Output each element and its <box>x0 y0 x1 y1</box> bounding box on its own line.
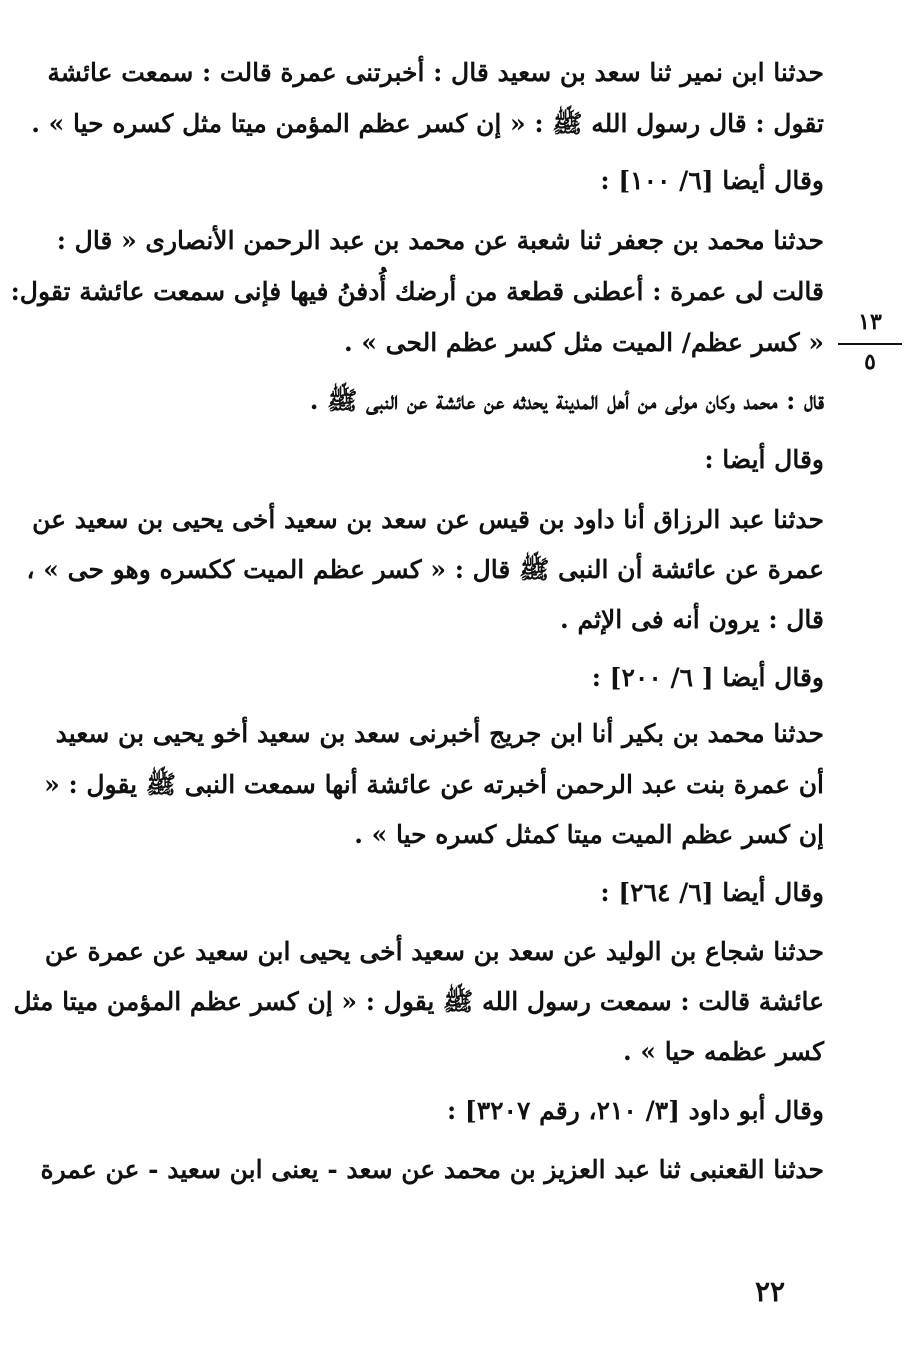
text-line-15: إن كسر عظم الميت ميتا كمثل كسره حيا » . <box>354 820 824 849</box>
text-line-20: وقال أبو داود [٣/ ٢١٠، رقم ٣٢٠٧] : <box>446 1096 824 1125</box>
text-line-8: وقال أيضا : <box>704 445 824 474</box>
text-line-7: قال : محمد وكان مولى من أهل المدينة يحدثه عن عائشة عن النبى ﷺ . <box>309 386 824 415</box>
text-line-11: قال : يرون أنه فى الإثم . <box>560 605 824 634</box>
text-line-16: وقال أيضا [٦/ ٢٦٤] : <box>600 878 824 907</box>
text-line-6: « كسر عظم/ الميت مثل كسر عظم الحى » . <box>343 328 824 357</box>
text-line-10: عمرة عن عائشة أن النبى ﷺ قال : « كسر عظم الميت ككسره وهو حى » ، <box>26 555 824 584</box>
text-line-2: تقول : قال رسول الله ﷺ : « إن كسر عظم المؤمن ميتا مثل كسره حيا » . <box>31 109 824 138</box>
text-line-18: عائشة قالت : سمعت رسول الله ﷺ يقول : « إن كسر عظم المؤمن ميتا مثل <box>13 987 824 1016</box>
text-line-13: حدثنا محمد بن بكير أنا ابن جريج أخبرنى سعد بن سعيد أخو يحيى بن سعيد <box>55 719 824 748</box>
text-line-21: حدثنا القعنبى ثنا عبد العزيز بن محمد عن سعد - يعنى ابن سعيد - عن عمرة <box>40 1155 824 1184</box>
margin-note-rule <box>838 343 902 345</box>
text-line-14: أن عمرة بنت عبد الرحمن أخبرته عن عائشة أنها سمعت النبى ﷺ يقول : « <box>44 770 824 799</box>
page-number: ٢٢ <box>754 1275 786 1308</box>
text-line-19: كسر عظمه حيا » . <box>622 1037 824 1066</box>
margin-note-bottom: ٥ <box>864 349 876 375</box>
text-line-17: حدثنا شجاع بن الوليد عن سعد بن سعيد أخى يحيى ابن سعيد عن عمرة عن <box>44 937 824 966</box>
text-line-5: قالت لى عمرة : أعطنى قطعة من أرضك أُدفنُ فيها فإنى سمعت عائشة تقول: <box>10 277 824 306</box>
text-line-12: وقال أيضا [ ٦/ ٢٠٠] : <box>591 663 824 692</box>
text-line-9: حدثنا عبد الرزاق أنا داود بن قيس عن سعد بن سعيد أخى يحيى بن سعيد عن <box>32 505 824 534</box>
text-line-3: وقال أيضا [٦/ ١٠٠] : <box>600 166 824 195</box>
text-line-1: حدثنا ابن نمير ثنا سعد بن سعيد قال : أخبرتنى عمرة قالت : سمعت عائشة <box>47 58 824 87</box>
margin-note-top: ١٣ <box>858 309 882 335</box>
text-line-4: حدثنا محمد بن جعفر ثنا شعبة عن محمد بن عبد الرحمن الأنصارى « قال : <box>56 226 824 255</box>
